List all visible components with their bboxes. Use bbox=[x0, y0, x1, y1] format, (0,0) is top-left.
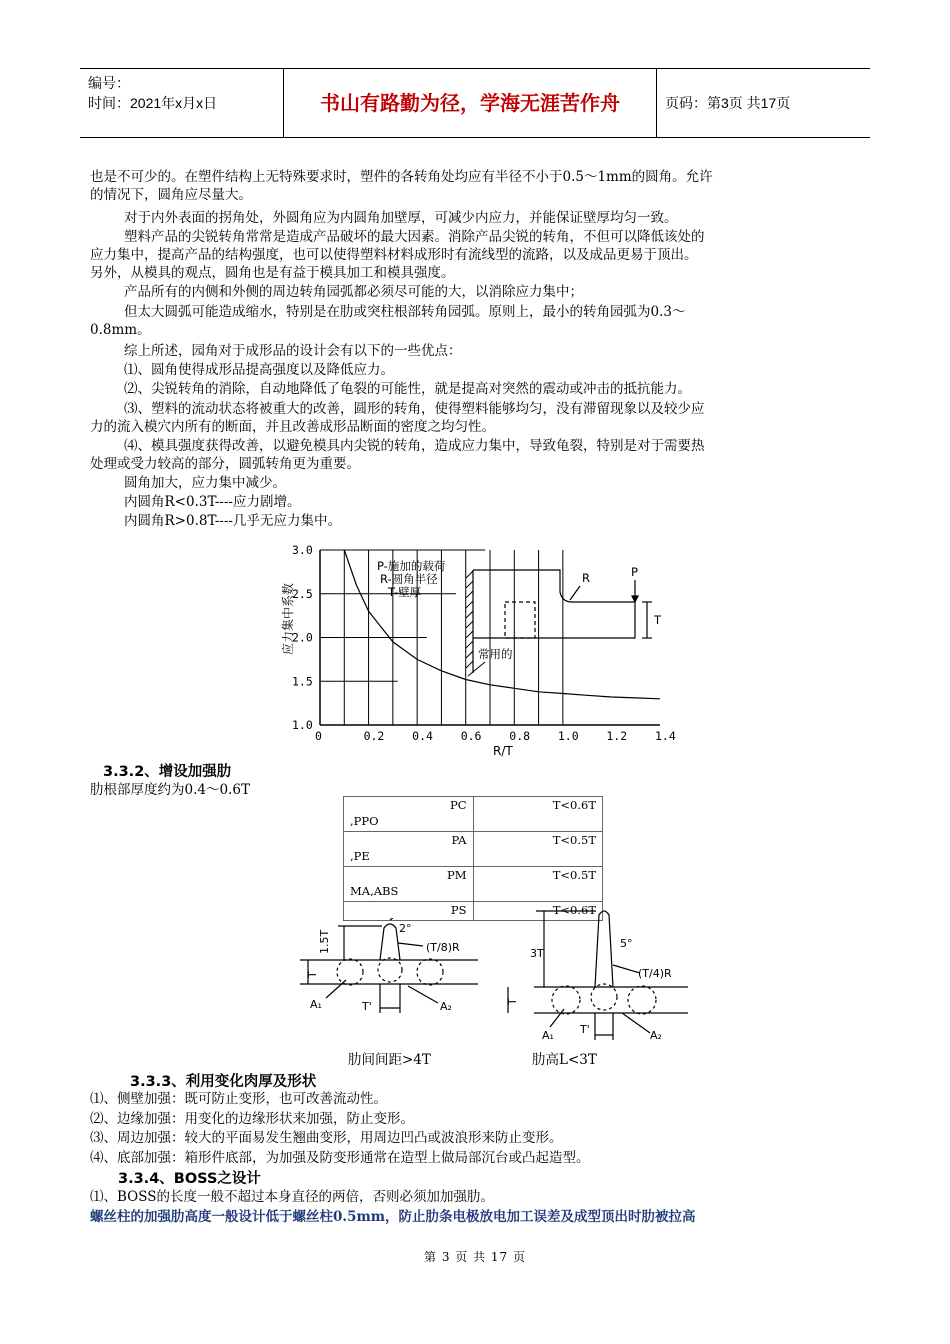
rib-figure-left bbox=[298, 918, 483, 1028]
material-text: PS bbox=[450, 903, 467, 917]
legend-thickness: T-壁厚 bbox=[388, 585, 422, 599]
left-a2: A₂ bbox=[440, 1000, 452, 1013]
rib-caption-left: 肋间间距>4T bbox=[348, 1052, 431, 1068]
rib-thickness-table bbox=[343, 796, 603, 921]
y-tick-label: 3.0 bbox=[292, 543, 313, 557]
list-item: ⑴、圆角使得成形品提高强度以及降低应力。 bbox=[124, 362, 394, 378]
material-text: PA bbox=[451, 833, 467, 847]
list-item: ⑶、塑料的流动状态将被重大的改善，圆形的转角，使得塑料能够均匀，没有滞留现象以及较少应 bbox=[124, 401, 705, 417]
list-item-cont: 力的流入模穴内所有的断面，并且改善成形品断面的密度之均匀性。 bbox=[90, 419, 495, 435]
material-text: MA,ABS bbox=[350, 884, 399, 898]
paragraph-line: 0.8mm。 bbox=[90, 322, 151, 338]
y-tick-label: 2.0 bbox=[292, 630, 313, 645]
x-tick-label: 1.4 bbox=[655, 729, 676, 743]
table-row bbox=[344, 867, 603, 902]
list-item: ⑴、侧壁加强：既可防止变形，也可改善流动性。 bbox=[90, 1091, 387, 1107]
x-tick-label: 0.4 bbox=[412, 729, 433, 743]
rib-caption-right: 肋高L<3T bbox=[532, 1052, 597, 1068]
left-tprime: T' bbox=[362, 1000, 372, 1013]
right-a2: A₂ bbox=[650, 1029, 662, 1042]
list-item: ⑵、边缘加强：用变化的边缘形状来加强，防止变形。 bbox=[90, 1111, 414, 1127]
paragraph-line: 内圆角R>0.8T----几乎无应力集中。 bbox=[124, 513, 341, 529]
right-tprime: T' bbox=[580, 1023, 590, 1036]
x-tick-label: 1.0 bbox=[557, 729, 579, 743]
chart-tick-labels bbox=[292, 543, 676, 743]
left-height: 1.5T bbox=[318, 929, 331, 954]
label-t: T bbox=[654, 613, 662, 627]
list-item-cont: 处理或受力较高的部分，圆弧转角更为重要。 bbox=[90, 456, 360, 472]
value-cell: T<0.6T bbox=[473, 902, 603, 921]
section-title-332: 3.3.2、增设加强肋 bbox=[103, 764, 232, 780]
value-cell: T<0.6T bbox=[473, 797, 603, 832]
left-t: T bbox=[306, 971, 319, 978]
label-r: R bbox=[582, 571, 590, 585]
section-title-334: 3.3.4、BOSS之设计 bbox=[118, 1171, 261, 1187]
x-tick-label: 0.6 bbox=[460, 729, 482, 743]
material-text: PM bbox=[446, 868, 467, 882]
material-cell bbox=[344, 867, 474, 902]
section-intro-332: 肋根部厚度约为0.4～0.6T bbox=[90, 782, 250, 798]
material-text: ,PPO bbox=[350, 814, 379, 828]
material-text: PC bbox=[449, 798, 467, 812]
y-tick-label: 1.5 bbox=[292, 674, 313, 689]
rib-figure-right bbox=[500, 905, 690, 1045]
header-meta bbox=[88, 73, 217, 113]
value-cell: T<0.5T bbox=[473, 867, 603, 902]
x-tick-label: 0.2 bbox=[363, 729, 385, 743]
chart-ylabel: 应力集中系数 bbox=[281, 582, 295, 655]
paragraph-line: 应力集中，提高产品的结构强度，也可以使得塑料材料成形时有流线型的流路，以及成品更易于顶出。 bbox=[90, 247, 698, 263]
paragraph-line: 圆角加大，应力集中减少。 bbox=[124, 475, 286, 491]
list-item: ⑴、BOSS的长度一般不超过本身直径的两倍，否则必须加加强肋。 bbox=[90, 1189, 494, 1205]
left-radius: (T/8)R bbox=[426, 941, 460, 954]
stress-concentration-chart bbox=[270, 530, 690, 760]
x-tick-label: 0.8 bbox=[509, 729, 531, 743]
right-angle: 5° bbox=[620, 937, 633, 950]
table-row bbox=[344, 832, 603, 867]
list-item: ⑷、底部加强：箱形件底部，为加强及防变形通常在造型上做局部沉台或凸起造型。 bbox=[90, 1150, 590, 1166]
x-tick-label: 1.2 bbox=[606, 729, 628, 743]
right-a1: A₁ bbox=[542, 1029, 554, 1042]
y-tick-label: 2.5 bbox=[292, 586, 313, 601]
header-motto: 书山有路勤为径，学海无涯苦作舟 bbox=[283, 69, 657, 137]
paragraph-line: 产品所有的内侧和外侧的周边转角园弧都必须尽可能的大，以消除应力集中； bbox=[124, 284, 583, 300]
material-cell bbox=[344, 832, 474, 867]
left-angle: 2° bbox=[399, 922, 412, 935]
chart-xlabel: R/T bbox=[493, 744, 513, 758]
paragraph-line: 但太大圆弧可能造成缩水，特别是在肋或突柱根部转角园弧。原则上，最小的转角园弧为0.3～ bbox=[124, 304, 686, 320]
header-time: 时间：2021年x月x日 bbox=[88, 95, 218, 111]
left-a1: A₁ bbox=[310, 998, 322, 1011]
right-height: 3T bbox=[530, 947, 544, 960]
label-common: 常用的 bbox=[478, 647, 513, 661]
x-tick-label: 0 bbox=[315, 729, 322, 743]
material-cell bbox=[344, 797, 474, 832]
value-cell: T<0.5T bbox=[473, 832, 603, 867]
right-t: T bbox=[506, 998, 519, 1005]
paragraph-line: 内圆角R<0.3T----应力剧增。 bbox=[124, 494, 301, 510]
highlight-note: 螺丝柱的加强肋高度一般设计低于螺丝柱0.5mm，防止肋条电极放电加工误差及成型顶出时肋被拉高 bbox=[90, 1209, 696, 1225]
list-item: ⑷、模具强度获得改善，以避免模具内尖锐的转角，造成应力集中，导致龟裂，特别是对于需要热 bbox=[124, 438, 705, 454]
paragraph-line: 也是不可少的。在塑件结构上无特殊要求时，塑件的各转角处均应有半径不小于0.5～1mm的圆角。允许 bbox=[90, 169, 713, 185]
header-number: 编号： bbox=[88, 75, 130, 91]
paragraph-line: 另外，从模具的观点，圆角也是有益于模具加工和模具强度。 bbox=[90, 265, 455, 281]
page-footer: 第 3 页 共 17 页 bbox=[424, 1250, 526, 1264]
paragraph-line: 的情况下，圆角应尽量大。 bbox=[90, 187, 252, 203]
list-item: ⑵、尖锐转角的消除，自动地降低了龟裂的可能性，就是提高对突然的震动或冲击的抵抗能力。 bbox=[124, 381, 691, 397]
right-radius: (T/4)R bbox=[638, 967, 672, 980]
paragraph-line: 对于内外表面的拐角处，外圆角应为内圆角加壁厚，可减少内应力，并能保证壁厚均匀一致。 bbox=[124, 210, 678, 226]
page-header bbox=[80, 68, 870, 138]
paragraph-line: 塑料产品的尖锐转角常常是造成产品破坏的最大因素。消除产品尖锐的转角，不但可以降低该处的 bbox=[124, 229, 705, 245]
section-title-333: 3.3.3、利用变化肉厚及形状 bbox=[130, 1074, 317, 1090]
label-p: P bbox=[631, 565, 638, 579]
y-tick-label: 1.0 bbox=[292, 718, 313, 732]
legend-load: P-施加的载荷 bbox=[377, 559, 446, 573]
list-item: ⑶、周边加强：较大的平面易发生翘曲变形，用周边凹凸或波浪形来防止变形。 bbox=[90, 1130, 563, 1146]
paragraph-line: 综上所述，园角对于成形品的设计会有以下的一些优点： bbox=[124, 343, 462, 359]
legend-radius: R-圆角半径 bbox=[380, 572, 438, 586]
material-text: ,PE bbox=[350, 849, 370, 863]
header-page-info: 页码：第3页 共17页 bbox=[665, 95, 791, 111]
table-row bbox=[344, 797, 603, 832]
hatch-marks bbox=[466, 571, 473, 668]
